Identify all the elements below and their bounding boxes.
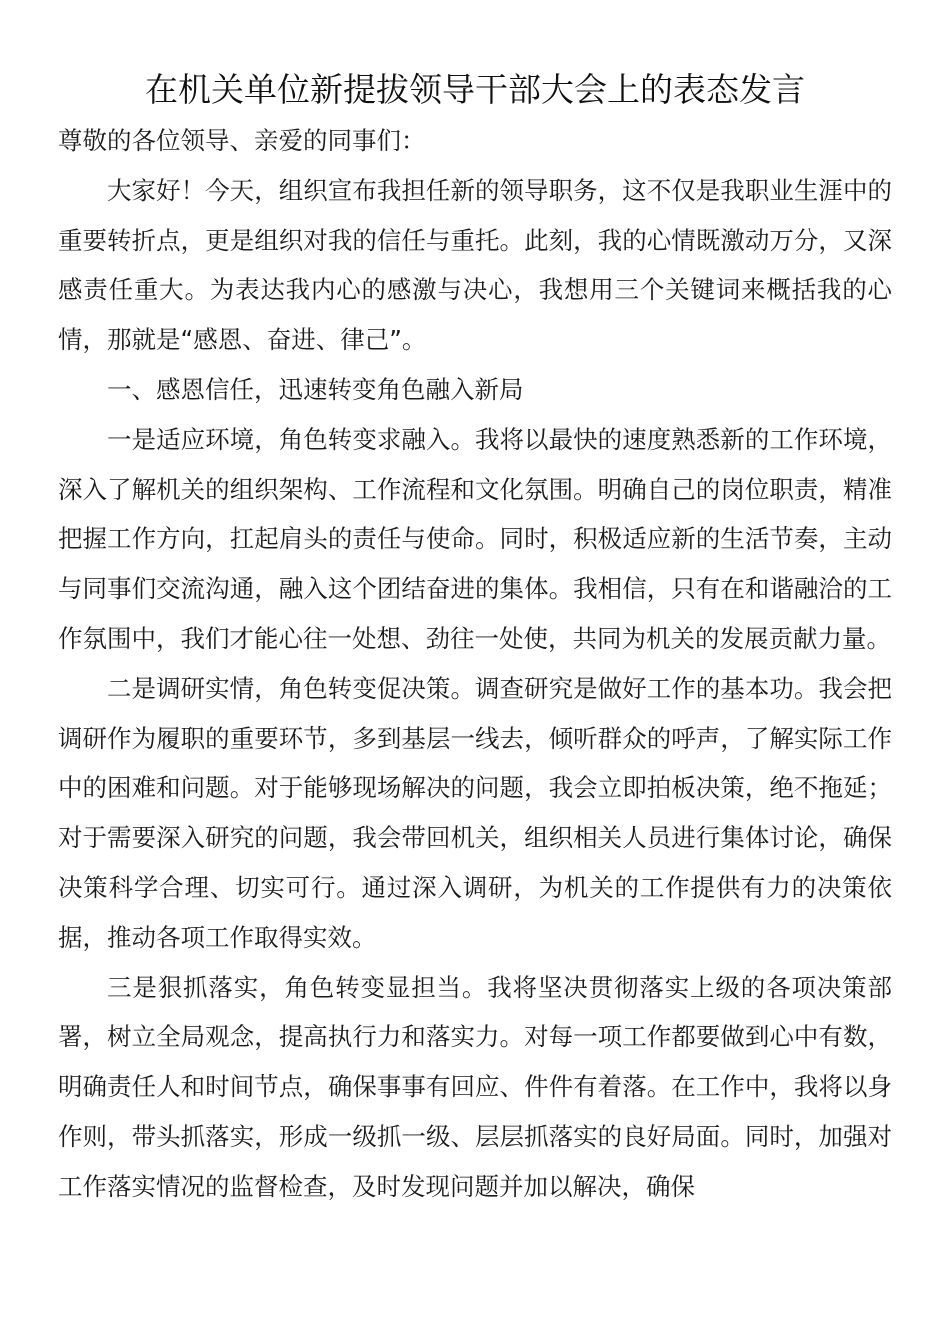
paragraph-adapt-environment: 一是适应环境，角色转变求融入。我将以最快的速度熟悉新的工作环境，深入了解机关的组织架构、工作流程和文化氛围。明确自己的岗位职责，精准把握工作方向，扛起肩头的责任与使命。同时，积极适应新的生活节奏，主动与同事们交流沟通，融入这个团结奋进的集体。我相信，只有在和谐融洽的工作氛围中，我们才能心往一处想、劲往一处使，共同为机关的发展贡献力量。 [58,424,892,653]
document-title: 在机关单位新提拔领导干部大会上的表态发言 [145,70,805,109]
section-heading-1: 一、感恩信任，迅速转变角色融入新局 [107,374,524,404]
document-body [58,116,892,1212]
paragraph-greeting: 大家好！今天，组织宣布我担任新的领导职务，这不仅是我职业生涯中的重要转折点，更是组织对我的信任与重托。此刻，我的心情既激动万分，又深感责任重大。为表达我内心的感激与决心，我想用三个关键词来概括我的心情，那就是“感恩、奋进、律己”。 [58,175,892,355]
salutation: 尊敬的各位领导、亲爱的同事们： [58,126,426,155]
paragraph-research: 二是调研实情，角色转变促决策。调查研究是做好工作的基本功。我会把调研作为履职的重要环节，多到基层一线去，倾听群众的呼声，了解实际工作中的困难和问题。对于能够现场解决的问题，我会立即拍板决策，绝不拖延；对于需要深入研究的问题，我会带回机关，组织相关人员进行集体讨论，确保决策科学合理、切实可行。通过深入调研，为机关的工作提供有力的决策依据，推动各项工作取得实效。 [58,673,892,952]
paragraph-implementation: 三是狠抓落实，角色转变显担当。我将坚决贯彻落实上级的各项决策部署，树立全局观念，提高执行力和落实力。对每一项工作都要做到心中有数，明确责任人和时间节点，确保事事有回应、件件有着落。在工作中，我将以身作则，带头抓落实，形成一级抓一级、层层抓落实的良好局面。同时，加强对工作落实情况的监督检查，及时发现问题并加以解决，确保 [58,972,892,1201]
